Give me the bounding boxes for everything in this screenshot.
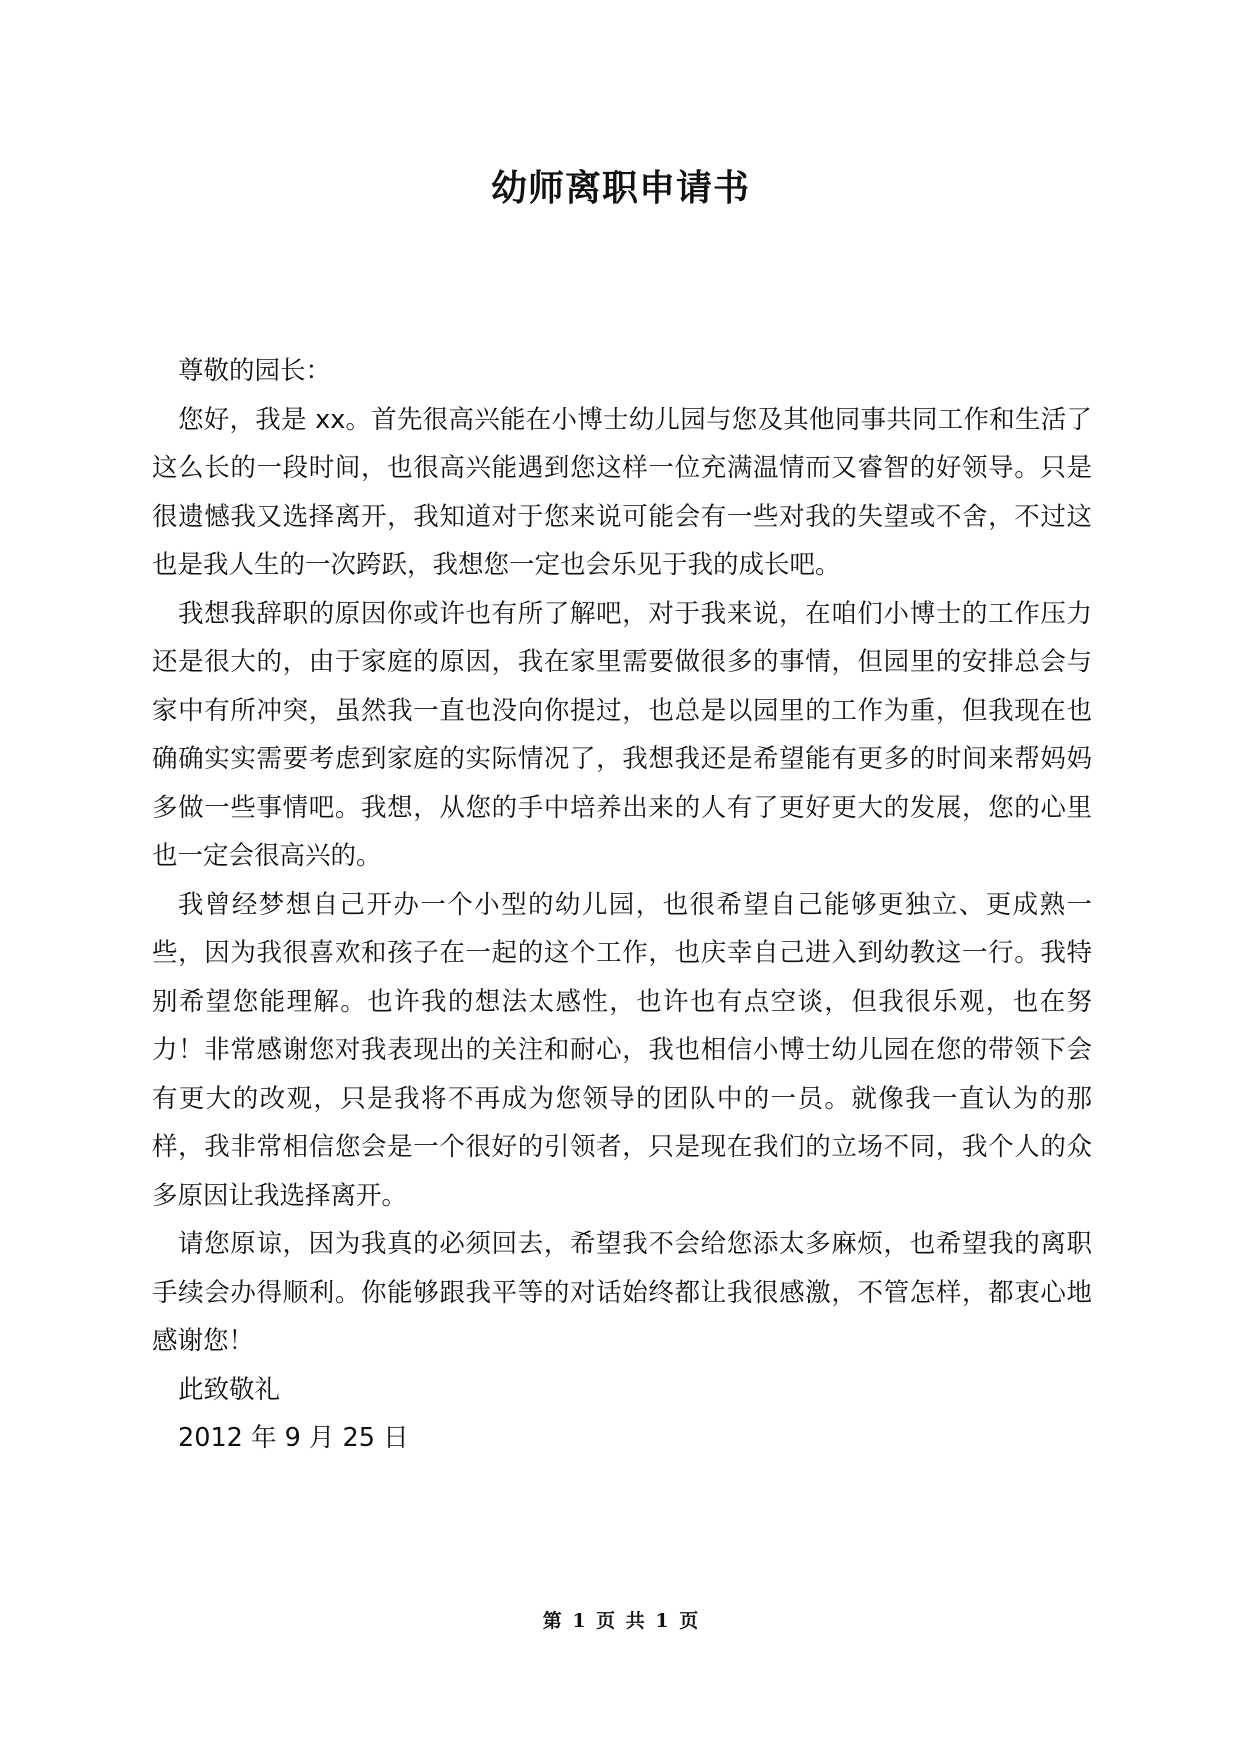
document-body: [152, 347, 1092, 1463]
salutation: 尊敬的园长：: [178, 356, 332, 386]
paragraph-3: 我曾经梦想自己开办一个小型的幼儿园，也很希望自己能够更独立、更成熟一些，因为我很喜欢和孩子在一起的这个工作，也庆幸自己进入到幼教这一行。我特别希望您能理解。也许我的想法太感性，也许也有点空谈，但我很乐观，也在努力！非常感谢您对我表现出的关注和耐心，我也相信小博士幼儿园在您的带领下会有更大的改观，只是我将不再成为您领导的团队中的一员。就像我一直认为的那样，我非常相信您会是一个很好的引领者，只是现在我们的立场不同，我个人的众多原因让我选择离开。: [152, 889, 1092, 1211]
document-title: 幼师离职申请书: [490, 168, 750, 209]
closing: 此致敬礼: [178, 1374, 281, 1405]
paragraph-4: 请您原谅，因为我真的必须回去，希望我不会给您添太多麻烦，也希望我的离职手续会办得顺利。你能够跟我平等的对话始终都让我很感激，不管怎样，都衷心地感谢您！: [152, 1229, 1092, 1356]
date: 2012 年 9 月 25 日: [178, 1423, 409, 1453]
paragraph-1: 您好，我是 xx。首先很高兴能在小博士幼儿园与您及其他同事共同工作和生活了这么长的一段时间，也很高兴能遇到您这样一位充满温情而又睿智的好领导。只是很遗憾我又选择离开，我知道对于您来说可能会有一些对我的失望或不舍，不过这也是我人生的一次跨跃，我想您一定也会乐见于我的成长吧。: [152, 404, 1092, 580]
page-number-footer: 第 1 页 共 1 页: [542, 1610, 699, 1632]
paragraph-2: 我想我辞职的原因你或许也有所了解吧，对于我来说，在咱们小博士的工作压力还是很大的，由于家庭的原因，我在家里需要做很多的事情，但园里的安排总会与家中有所冲突，虽然我一直也没向你提过，也总是以园里的工作为重，但我现在也确确实实需要考虑到家庭的实际情况了，我想我还是希望能有更多的时间来帮妈妈多做一些事情吧。我想，从您的手中培养出来的人有了更好更大的发展，您的心里也一定会很高兴的。: [152, 598, 1092, 871]
